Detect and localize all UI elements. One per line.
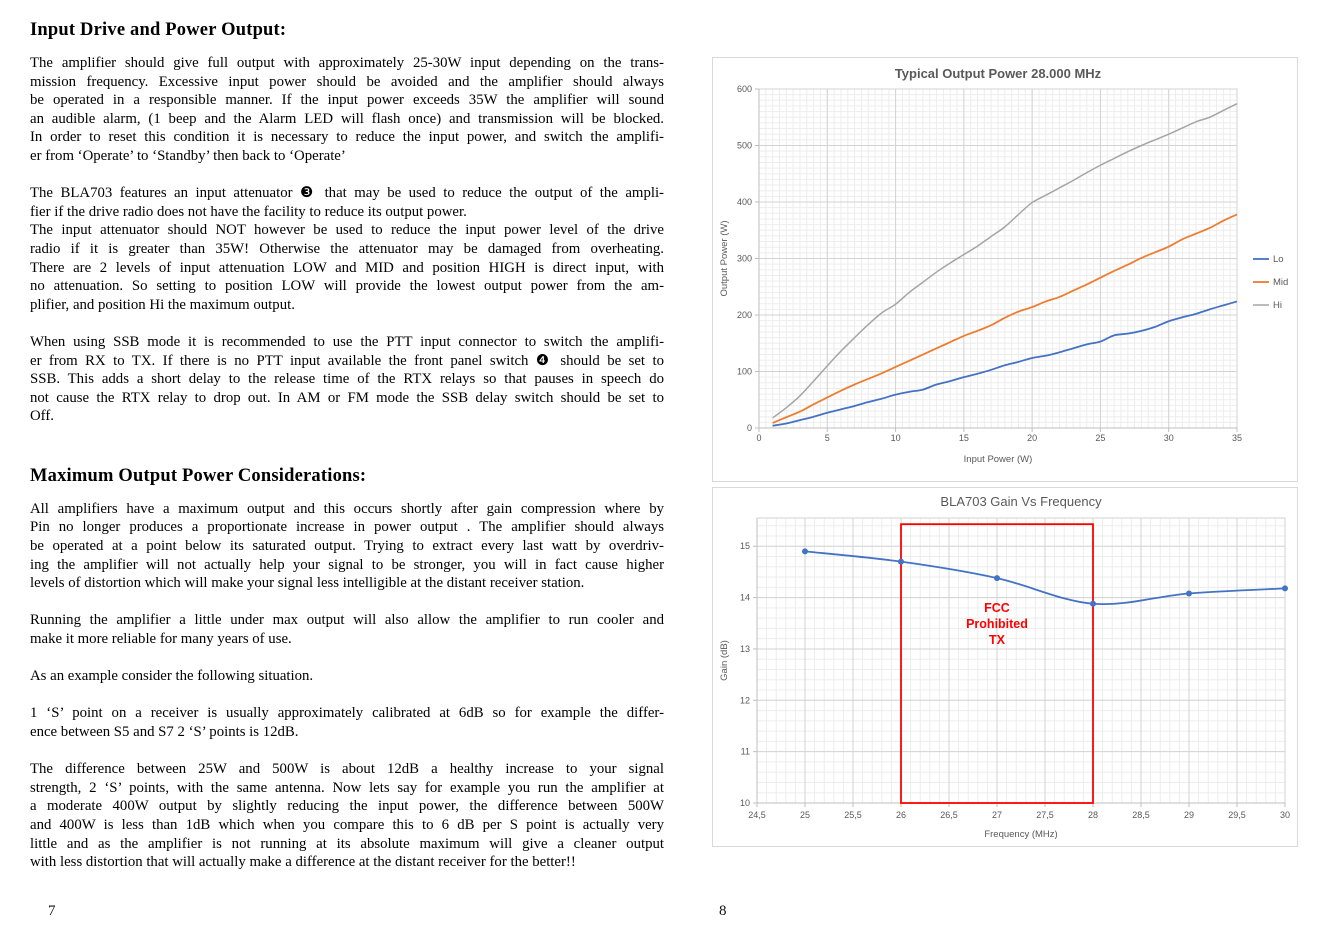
chart-title: Typical Output Power 28.000 MHz	[894, 66, 1102, 81]
svg-text:0: 0	[746, 423, 752, 433]
text-line: be operated at a point below its saturated output. Trying to extract every last watt by overdriv-	[30, 538, 664, 555]
text-line: not cause the RTX relay to drop out. In AM or FM mode the SSB delay switch should be set to	[30, 389, 664, 406]
text-line: levels of distortion which will make your signal less intelligible at the distant receiver station.	[30, 575, 585, 592]
text-line: As an example consider the following situation.	[30, 668, 314, 685]
text-line: fier if the drive radio does not have the facility to reduce its output power.	[30, 203, 467, 220]
svg-text:14: 14	[739, 592, 750, 603]
y-axis-title: Gain (dB)	[719, 640, 730, 681]
plot-border	[757, 518, 1285, 803]
legend-label-hi: Hi	[1273, 300, 1282, 311]
svg-text:25,5: 25,5	[844, 810, 862, 820]
fcc-prohibited-label: FCC Prohibited TX	[966, 600, 1028, 647]
section-heading-max-output: Maximum Output Power Considerations:	[30, 465, 367, 486]
text-line: Off.	[30, 408, 54, 425]
data-point-marker	[1090, 601, 1096, 607]
svg-text:200: 200	[736, 310, 752, 320]
svg-text:26: 26	[895, 810, 907, 820]
data-point-marker	[802, 548, 808, 554]
data-point-marker	[994, 575, 1000, 581]
svg-text:600: 600	[736, 84, 752, 94]
paragraph-input-overview	[30, 54, 664, 166]
major-grid	[757, 518, 1285, 803]
svg-text:10: 10	[890, 433, 901, 443]
minor-grid	[757, 518, 1285, 803]
text-column	[30, 20, 664, 890]
chart-title: BLA703 Gain Vs Frequency	[940, 494, 1102, 509]
output-power-chart-svg	[713, 58, 1297, 481]
svg-text:0: 0	[756, 433, 762, 443]
text-line: an audible alarm, (1 beep and the Alarm LED will flash once) and transmission will be blocked.	[30, 110, 664, 127]
text-line: mission frequency. Excessive input power should be avoided and the amplifier should always	[30, 73, 664, 90]
svg-text:29: 29	[1183, 810, 1195, 820]
text-line: er from ‘Operate’ to ‘Standby’ then back to ‘Operate’	[30, 147, 346, 164]
text-line: little and as the amplifier is not running at its absolute maximum will give a cleaner output	[30, 835, 664, 852]
svg-text:15: 15	[958, 433, 969, 443]
x-axis-title: Frequency (MHz)	[984, 829, 1058, 840]
svg-text:25: 25	[1095, 433, 1106, 443]
svg-text:28,5: 28,5	[1132, 810, 1150, 820]
text-line: There are 2 levels of input attenuation LOW and MID and position HIGH is direct input, with	[30, 259, 664, 276]
legend	[1253, 254, 1288, 311]
text-line: with less distortion that will actually make a difference at the distant receiver for the better!!	[30, 854, 576, 871]
gain-frequency-chart	[712, 487, 1298, 847]
text-line: be operated in a responsible manner. If the input power exceeds 35W the amplifier will sound	[30, 92, 664, 109]
text-line: Pin no longer produces a proportionate increase in power output . The amplifier should always	[30, 519, 664, 536]
text-line: The amplifier should give full output with approximately 25-30W input depending on the trans-	[30, 55, 664, 71]
text-line: When using SSB mode it is recommended to use the PTT input connector to switch the amplifi-	[30, 333, 664, 350]
svg-text:25: 25	[799, 810, 811, 820]
svg-text:20: 20	[1027, 433, 1038, 443]
text-line: ence between S5 and S7 2 ‘S’ points is 12dB.	[30, 724, 299, 740]
text-line: SSB. This adds a short delay to the release time of the RTX relays so that pauses in speech do	[30, 371, 664, 388]
svg-text:27: 27	[991, 810, 1003, 820]
text-line: ing the amplifier will not actually help your signal to be stronger, you will in fact cause higher	[30, 556, 664, 573]
gain-frequency-chart-svg	[713, 488, 1297, 846]
svg-text:30: 30	[1163, 433, 1174, 443]
text-line: Running the amplifier a little under max output will also allow the amplifier to run cooler and	[30, 612, 664, 629]
paragraph-power-difference	[30, 760, 664, 872]
svg-text:30: 30	[1279, 810, 1291, 820]
tick-labels	[737, 84, 1242, 443]
svg-text:15: 15	[739, 541, 750, 552]
paragraph-run-cooler	[30, 611, 664, 648]
text-line: a moderate 400W output by slightly reducing the input power, the difference between 500W	[30, 798, 664, 815]
svg-text:300: 300	[736, 253, 752, 264]
text-line: er from RX to TX. If there is no PTT input available the front panel switch ❹ should be set to	[30, 352, 664, 369]
text-line: radio if it is greater than 35W! Otherwise the attenuator may be damaged from overheating.	[30, 240, 664, 257]
output-power-chart	[712, 57, 1298, 482]
data-point-marker	[1282, 585, 1288, 591]
svg-text:27,5: 27,5	[1036, 810, 1054, 820]
text-line: strength, 2 ‘S’ points, with the same antenna. Now lets say for example you run the amplifier at	[30, 779, 664, 796]
paragraph-ssb-ptt	[30, 333, 664, 426]
svg-text:35: 35	[1231, 433, 1243, 443]
section-heading-input-drive: Input Drive and Power Output:	[30, 20, 287, 40]
svg-text:29,5: 29,5	[1228, 810, 1246, 820]
svg-text:28: 28	[1087, 810, 1099, 820]
text-line: The BLA703 features an input attenuator ❸ that may be used to reduce the output of the ampli-	[30, 185, 664, 202]
svg-text:12: 12	[739, 695, 750, 706]
paragraph-s-points	[30, 704, 664, 741]
paragraph-attenuator	[30, 184, 664, 314]
paragraph-example-intro	[30, 667, 664, 686]
text-line: 1 ‘S’ point on a receiver is usually approximately calibrated at 6dB so for example the differ-	[30, 705, 664, 722]
text-line: and 400W is less than 1dB which when you compare this to 6 dB per S point is actually very	[30, 816, 664, 833]
svg-text:100: 100	[736, 366, 752, 377]
page-number-right: 8	[719, 903, 727, 919]
data-point-marker	[1186, 590, 1192, 596]
data-point-marker	[898, 559, 904, 565]
svg-text:400: 400	[736, 197, 752, 207]
text-line: no attenuation. So setting to position LOW will provide the lowest output power from the am-	[30, 278, 664, 295]
legend-label-lo: Lo	[1273, 254, 1284, 265]
page-number-left: 7	[48, 903, 56, 919]
paragraph-gain-compression	[30, 500, 664, 593]
text-line: In order to reset this condition it is necessary to reduce the input power, and switch the amplifi-	[30, 129, 664, 146]
text-line: plifier, and position Hi the maximum output.	[30, 296, 295, 313]
text-line: The input attenuator should NOT however be used to reduce the input power level of the drive	[30, 222, 664, 239]
svg-text:500: 500	[736, 140, 752, 151]
svg-text:10: 10	[739, 798, 750, 808]
svg-text:11: 11	[740, 746, 750, 757]
y-axis-title: Output Power (W)	[719, 220, 730, 297]
svg-text:13: 13	[739, 643, 750, 654]
text-line: The difference between 25W and 500W is about 12dB a healthy increase to your signal	[30, 761, 664, 778]
text-line: make it more reliable for many years of use.	[30, 631, 292, 648]
text-line: All amplifiers have a maximum output and this occurs shortly after gain compression where by	[30, 500, 664, 517]
svg-text:24,5: 24,5	[748, 810, 766, 820]
legend-label-mid: Mid	[1273, 277, 1289, 288]
x-axis-title: Input Power (W)	[963, 454, 1033, 465]
svg-text:26,5: 26,5	[940, 810, 958, 820]
axes	[753, 518, 1285, 807]
svg-text:5: 5	[824, 433, 830, 443]
